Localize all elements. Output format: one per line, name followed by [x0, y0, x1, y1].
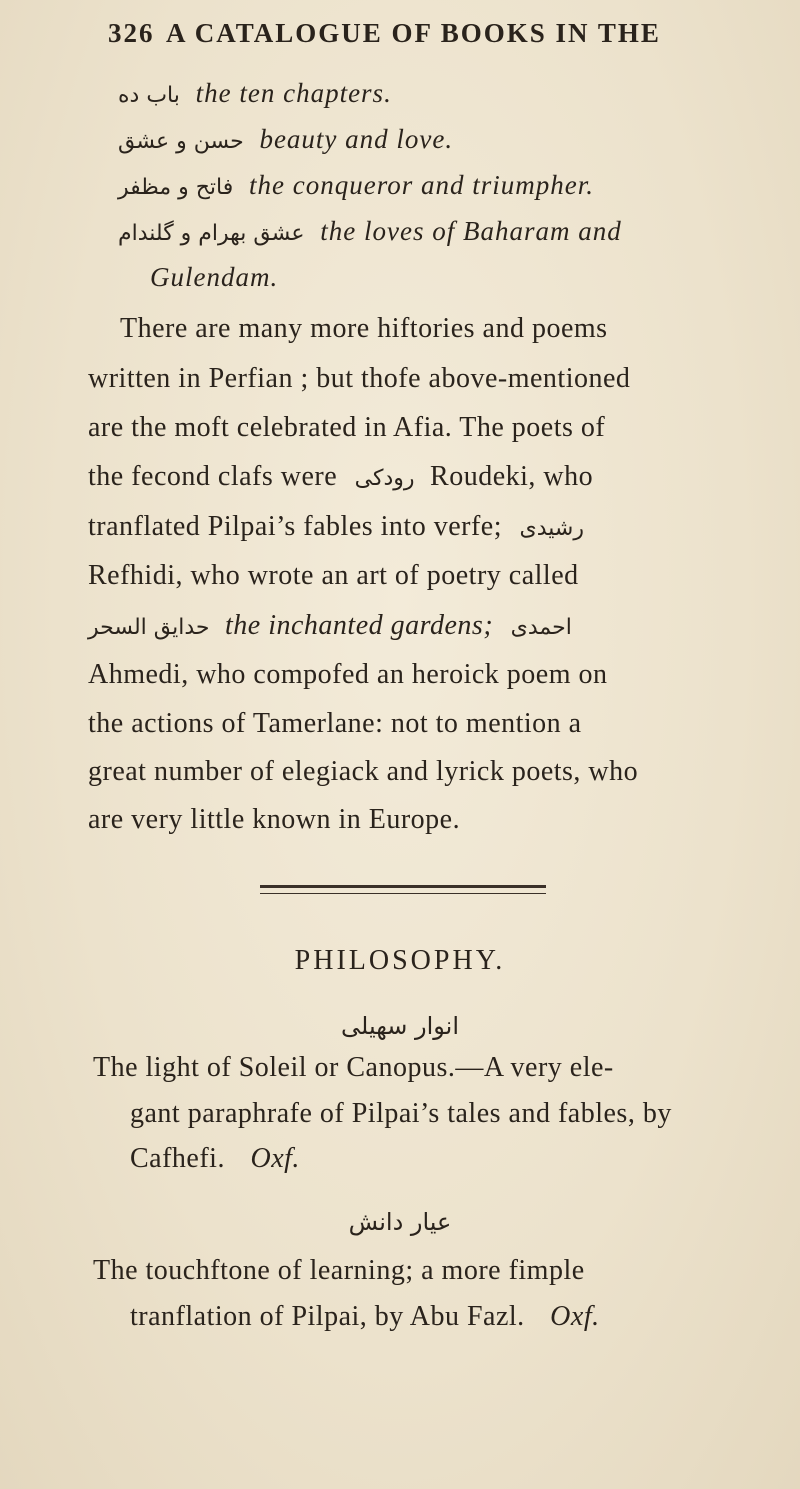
line-text: tranflated Pilpai’s fables into verfe;	[88, 511, 502, 542]
entry-gloss: beauty and love.	[259, 124, 454, 154]
persian-book-title: انوار سهیلی	[341, 1012, 459, 1040]
book-description-line: The touchftone of learning; a more fimple	[93, 1255, 585, 1286]
persian-rashidi: رشیدی	[519, 516, 584, 541]
persian-term: فاتح و مظفر	[118, 175, 234, 200]
persian-term: حسن و عشق	[118, 129, 244, 154]
line-text: the inchanted gardens;	[225, 610, 494, 641]
paragraph-line: Refhidi, who wrote an art of poetry called	[88, 560, 579, 591]
line-text: Roudeki, who	[430, 461, 594, 492]
paragraph-line: written in Perfian ; but thofe above-mentioned	[88, 363, 631, 394]
book-description-line: The light of Soleil or Canopus.—A very ele-	[93, 1052, 614, 1083]
page-header	[108, 18, 760, 58]
persian-term: عشق بهرام و گلندام	[118, 221, 305, 246]
persian-ahmedi: احمدی	[510, 615, 572, 640]
paragraph-line	[88, 513, 750, 541]
paragraph-line	[88, 463, 750, 491]
paragraph-line	[88, 612, 750, 640]
entry-gloss: the ten chapters.	[195, 78, 392, 108]
book-description-line	[130, 1143, 760, 1175]
persian-term: باب ده	[118, 83, 180, 108]
entry-gloss: the loves of Baharam and	[320, 216, 622, 246]
entry-baharam	[118, 216, 740, 247]
section-rule	[260, 885, 546, 888]
paragraph-line: Ahmedi, who compofed an heroick poem on	[88, 659, 608, 690]
persian-book-title: عیار دانش	[348, 1208, 452, 1236]
section-rule-thin	[260, 893, 546, 894]
entry-conqueror	[118, 170, 740, 201]
running-head: A CATALOGUE OF BOOKS IN THE	[166, 18, 661, 48]
book-description-line: gant paraphrafe of Pilpai’s tales and fables, by	[130, 1098, 672, 1129]
line-text: the fecond clafs were	[88, 461, 338, 492]
library-location: Oxf.	[250, 1143, 300, 1174]
section-title: PHILOSOPHY.	[294, 945, 506, 976]
paragraph-line: the actions of Tamerlane: not to mention a	[88, 708, 582, 739]
entry-beauty-love	[118, 124, 740, 155]
library-location: Oxf.	[550, 1301, 600, 1332]
book-description-line	[130, 1301, 760, 1333]
entry-gloss: the conqueror and triumpher.	[249, 170, 594, 200]
page-number: 326	[108, 18, 155, 48]
entry-ten-chapters	[118, 78, 740, 109]
line-text: tranflation of Pilpai, by Abu Fazl.	[130, 1301, 525, 1332]
paragraph-line: are very little known in Europe.	[88, 804, 461, 835]
paragraph-line: great number of elegiack and lyrick poets, who	[88, 756, 639, 787]
paragraph-line: There are many more hiftories and poems	[120, 313, 608, 344]
persian-roudeki: رودکی	[354, 466, 415, 491]
persian-hadaiq: حدایق السحر	[88, 615, 210, 640]
entry-baharam-continuation: Gulendam.	[150, 262, 279, 292]
line-text: Cafhefi.	[130, 1143, 225, 1174]
paragraph-line: are the moft celebrated in Afia. The poets of	[88, 412, 606, 443]
